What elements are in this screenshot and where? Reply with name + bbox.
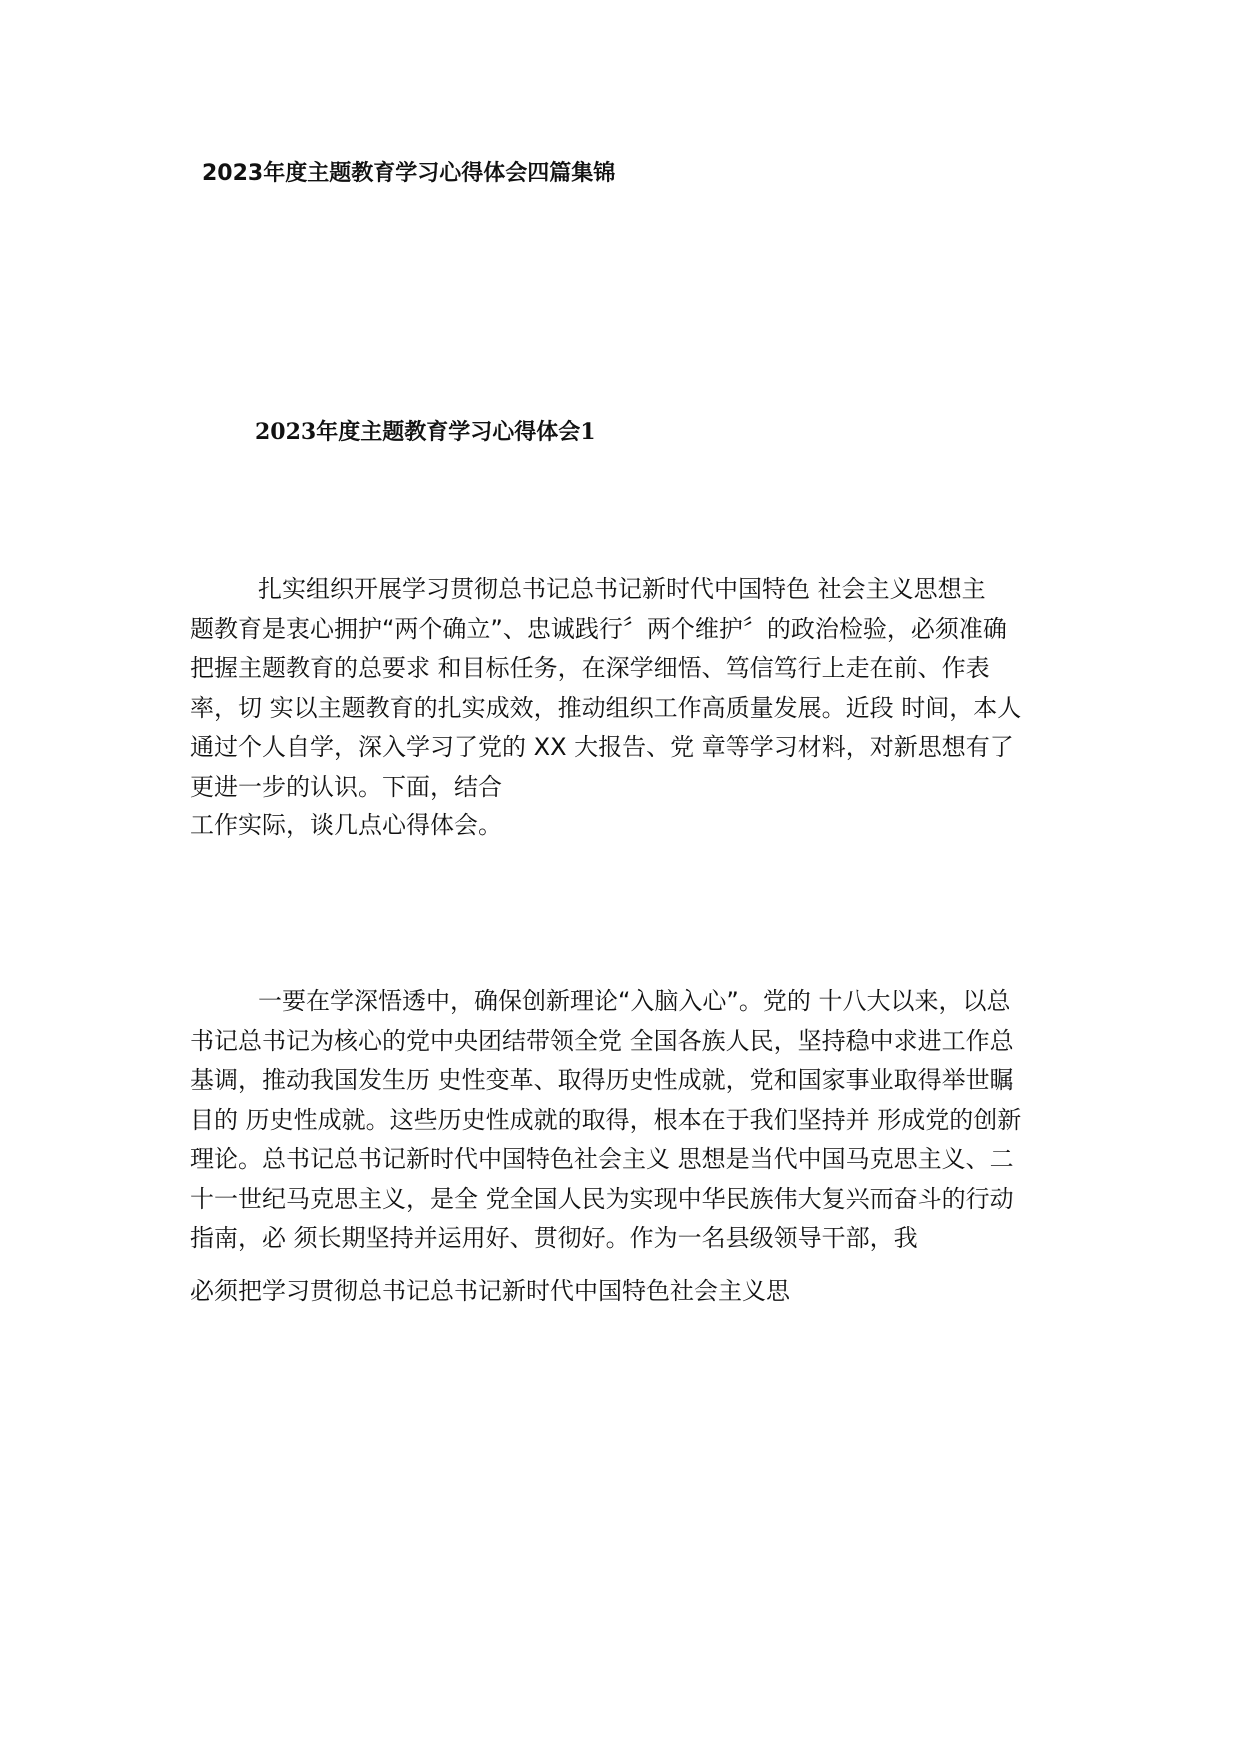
paragraph-line: 更进一步的认识。下面，结合 [190,772,502,801]
paragraph-line: 题教育是衷心拥护“两个确立”、忠诚践行〞两个维护〞的政治检验，必须准确 [190,614,1007,643]
paragraph-line: 指南，必 须长期坚持并运用好、贯彻好。作为一名县级领导干部，我 [190,1224,918,1252]
paragraph-line: 必须把学习贯彻总书记总书记新时代中国特色社会主义思 [190,1277,790,1305]
paragraph-1 [190,570,1060,807]
paragraph-line: 扎实组织开展学习贯彻总书记总书记新时代中国特色 社会主义思想主 [258,575,986,603]
paragraph-line: 基调，推动我国发生历 史性变革、取得历史性成就，党和国家事业取得举世瞩 [190,1066,1014,1094]
paragraph-line: 目的 历史性成就。这些历史性成就的取得，根本在于我们坚持并 形成党的创新 [190,1105,1022,1134]
section-title: 2023年度主题教育学习心得体会1 [255,419,596,445]
paragraph-2 [190,982,1060,1259]
paragraph-line: 十一世纪马克思主义，是全 党全国人民为实现中华民族伟大复兴而奋斗的行动 [190,1184,1014,1213]
paragraph-1-tail [190,806,1060,846]
paragraph-line: 率，切 实以主题教育的扎实成效，推动组织工作高质量发展。近段 时间，本人 [190,693,1022,722]
paragraph-line: 理论。总书记总书记新时代中国特色社会主义 思想是当代中国马克思主义、二 [190,1145,1014,1173]
paragraph-line: 工作实际，谈几点心得体会。 [190,811,502,839]
paragraph-line: 通过个人自学，深入学习了党的 XX 大报告、党 章等学习材料，对新思想有了 [190,733,1014,761]
paragraph-line: 一要在学深悟透中，确保创新理论“入脑入心”。党的 十八大以来，以总 [258,987,1011,1015]
document-title: 2023年度主题教育学习心得体会四篇集锦 [202,161,616,186]
paragraph-2-tail [190,1272,1060,1312]
paragraph-line: 把握主题教育的总要求 和目标任务，在深学细悟、笃信笃行上走在前、作表 [190,654,990,682]
paragraph-line: 书记总书记为核心的党中央团结带领全党 全国各族人民，坚持稳中求进工作总 [190,1026,1014,1055]
